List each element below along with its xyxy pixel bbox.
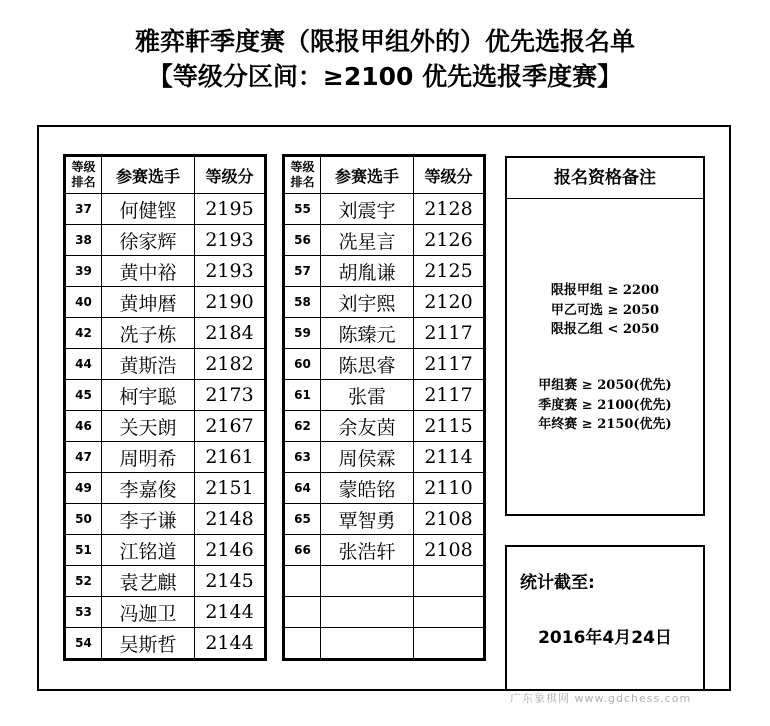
rank-cell: 57 bbox=[285, 256, 321, 287]
header-player: 参赛选手 bbox=[102, 157, 195, 194]
rating-cell bbox=[414, 597, 484, 628]
rating-cell: 2117 bbox=[414, 380, 484, 411]
player-name: 冯迦卫 bbox=[102, 597, 195, 628]
table-row bbox=[285, 504, 484, 535]
rank-cell bbox=[285, 597, 321, 628]
player-name: 陈思睿 bbox=[321, 349, 414, 380]
player-name: 余友茵 bbox=[321, 411, 414, 442]
rank-cell: 46 bbox=[66, 411, 102, 442]
player-name: 李子谦 bbox=[102, 504, 195, 535]
player-name: 吴斯哲 bbox=[102, 628, 195, 659]
player-name: 黄坤暦 bbox=[102, 287, 195, 318]
table-row bbox=[66, 256, 265, 287]
table-row bbox=[66, 318, 265, 349]
page-title: 雅弈軒季度赛（限报甲组外的）优先选报名单 bbox=[134, 27, 635, 56]
rank-cell: 47 bbox=[66, 442, 102, 473]
note-line: 限报甲组 ≥ 2200 bbox=[550, 283, 660, 298]
table-row bbox=[66, 442, 265, 473]
stats-label: 统计截至: bbox=[520, 573, 595, 593]
rank-cell: 53 bbox=[66, 597, 102, 628]
table-row bbox=[66, 597, 265, 628]
rank-cell: 62 bbox=[285, 411, 321, 442]
rank-cell: 49 bbox=[66, 473, 102, 504]
page-subtitle: 【等级分区间：≥2100 优先选报季度赛】 bbox=[147, 62, 623, 91]
table-row bbox=[285, 442, 484, 473]
table-row bbox=[66, 473, 265, 504]
player-name: 刘震宇 bbox=[321, 194, 414, 225]
header-rating: 等级分 bbox=[195, 157, 265, 194]
rank-cell: 52 bbox=[66, 566, 102, 597]
rating-cell: 2108 bbox=[414, 535, 484, 566]
table-row bbox=[66, 628, 265, 659]
rank-cell: 61 bbox=[285, 380, 321, 411]
table-row bbox=[285, 194, 484, 225]
table-row bbox=[285, 411, 484, 442]
rank-cell: 54 bbox=[66, 628, 102, 659]
rating-cell: 2126 bbox=[414, 225, 484, 256]
player-name bbox=[321, 597, 414, 628]
table-row bbox=[285, 225, 484, 256]
table-row bbox=[66, 380, 265, 411]
table-row bbox=[66, 287, 265, 318]
note-line: 限报乙组 < 2050 bbox=[550, 322, 660, 337]
player-name: 冼子栋 bbox=[102, 318, 195, 349]
rank-cell bbox=[285, 628, 321, 659]
eligibility-notes-box bbox=[505, 156, 705, 516]
rating-cell: 2125 bbox=[414, 256, 484, 287]
rank-cell: 39 bbox=[66, 256, 102, 287]
player-name: 柯宇聪 bbox=[102, 380, 195, 411]
table-row bbox=[66, 225, 265, 256]
ranking-table-left bbox=[65, 156, 265, 659]
rating-cell: 2195 bbox=[195, 194, 265, 225]
rating-cell: 2128 bbox=[414, 194, 484, 225]
table-row bbox=[285, 535, 484, 566]
table-row bbox=[285, 318, 484, 349]
player-name: 冼星言 bbox=[321, 225, 414, 256]
rating-cell: 2148 bbox=[195, 504, 265, 535]
table-row bbox=[66, 504, 265, 535]
player-name: 徐家辉 bbox=[102, 225, 195, 256]
rank-cell: 63 bbox=[285, 442, 321, 473]
table-row bbox=[66, 566, 265, 597]
rank-cell: 38 bbox=[66, 225, 102, 256]
rank-cell: 40 bbox=[66, 287, 102, 318]
rating-cell: 2190 bbox=[195, 287, 265, 318]
player-name: 关天朗 bbox=[102, 411, 195, 442]
rating-cell: 2146 bbox=[195, 535, 265, 566]
player-name: 周侯霖 bbox=[321, 442, 414, 473]
rank-cell: 64 bbox=[285, 473, 321, 504]
header-player: 参赛选手 bbox=[321, 157, 414, 194]
rank-cell: 65 bbox=[285, 504, 321, 535]
rating-cell: 2161 bbox=[195, 442, 265, 473]
note-line: 季度赛 ≥ 2100(优先) bbox=[538, 397, 672, 413]
note-line: 年终赛 ≥ 2150(优先) bbox=[538, 417, 672, 432]
table-row bbox=[285, 287, 484, 318]
watermark: 广东象棋网 www.gdchess.com bbox=[510, 692, 692, 705]
note-line: 甲乙可选 ≥ 2050 bbox=[550, 302, 660, 318]
rating-cell: 2110 bbox=[414, 473, 484, 504]
rating-cell: 2120 bbox=[414, 287, 484, 318]
player-name: 李嘉俊 bbox=[102, 473, 195, 504]
rating-cell: 2117 bbox=[414, 349, 484, 380]
rating-cell: 2182 bbox=[195, 349, 265, 380]
player-name: 蒙皓铭 bbox=[321, 473, 414, 504]
rank-cell: 55 bbox=[285, 194, 321, 225]
table-row bbox=[285, 349, 484, 380]
stats-date: 2016年4月24日 bbox=[538, 628, 672, 648]
table-row bbox=[66, 194, 265, 225]
table-row bbox=[285, 473, 484, 504]
table-row bbox=[285, 256, 484, 287]
rank-cell: 58 bbox=[285, 287, 321, 318]
ranking-table-right bbox=[284, 156, 484, 659]
player-name: 何健铿 bbox=[102, 194, 195, 225]
rank-cell: 42 bbox=[66, 318, 102, 349]
player-name: 覃智勇 bbox=[321, 504, 414, 535]
rank-cell: 37 bbox=[66, 194, 102, 225]
player-name: 黄斯浩 bbox=[102, 349, 195, 380]
table-row bbox=[285, 628, 484, 659]
rank-cell: 50 bbox=[66, 504, 102, 535]
rating-cell: 2145 bbox=[195, 566, 265, 597]
rating-cell: 2144 bbox=[195, 597, 265, 628]
player-name: 张雷 bbox=[321, 380, 414, 411]
table-row bbox=[66, 349, 265, 380]
table-header-row bbox=[285, 157, 484, 194]
header-rank: 等级 排名 bbox=[66, 157, 102, 194]
player-name: 刘宇熙 bbox=[321, 287, 414, 318]
rating-cell bbox=[414, 628, 484, 659]
notes-group-events bbox=[507, 376, 703, 435]
rating-cell: 2151 bbox=[195, 473, 265, 504]
notes-heading: 报名资格备注 bbox=[507, 158, 703, 199]
player-name: 陈臻元 bbox=[321, 318, 414, 349]
rank-cell: 51 bbox=[66, 535, 102, 566]
rank-cell: 59 bbox=[285, 318, 321, 349]
rating-cell: 2173 bbox=[195, 380, 265, 411]
rank-cell bbox=[285, 566, 321, 597]
rating-cell: 2117 bbox=[414, 318, 484, 349]
player-name: 张浩轩 bbox=[321, 535, 414, 566]
player-name: 胡胤谦 bbox=[321, 256, 414, 287]
rank-cell: 44 bbox=[66, 349, 102, 380]
rating-cell: 2193 bbox=[195, 225, 265, 256]
rating-cell: 2108 bbox=[414, 504, 484, 535]
statistics-box bbox=[505, 545, 705, 691]
rating-cell: 2167 bbox=[195, 411, 265, 442]
table-row bbox=[285, 597, 484, 628]
player-name: 江铭道 bbox=[102, 535, 195, 566]
rank-cell: 60 bbox=[285, 349, 321, 380]
rating-cell: 2193 bbox=[195, 256, 265, 287]
rating-cell: 2144 bbox=[195, 628, 265, 659]
table-row bbox=[66, 411, 265, 442]
table-row bbox=[285, 566, 484, 597]
rank-cell: 66 bbox=[285, 535, 321, 566]
rating-cell: 2184 bbox=[195, 318, 265, 349]
player-name bbox=[321, 628, 414, 659]
rank-cell: 45 bbox=[66, 380, 102, 411]
rating-cell bbox=[414, 566, 484, 597]
player-name: 周明希 bbox=[102, 442, 195, 473]
player-name: 黄中裕 bbox=[102, 256, 195, 287]
header-rating: 等级分 bbox=[414, 157, 484, 194]
rating-cell: 2114 bbox=[414, 442, 484, 473]
note-line: 甲组赛 ≥ 2050(优先) bbox=[538, 378, 672, 393]
table-row bbox=[285, 380, 484, 411]
table-row bbox=[66, 535, 265, 566]
rating-cell: 2115 bbox=[414, 411, 484, 442]
player-name bbox=[321, 566, 414, 597]
notes-group-level bbox=[507, 281, 703, 340]
player-name: 袁艺麒 bbox=[102, 566, 195, 597]
header-rank: 等级 排名 bbox=[285, 157, 321, 194]
table-header-row bbox=[66, 157, 265, 194]
rank-cell: 56 bbox=[285, 225, 321, 256]
